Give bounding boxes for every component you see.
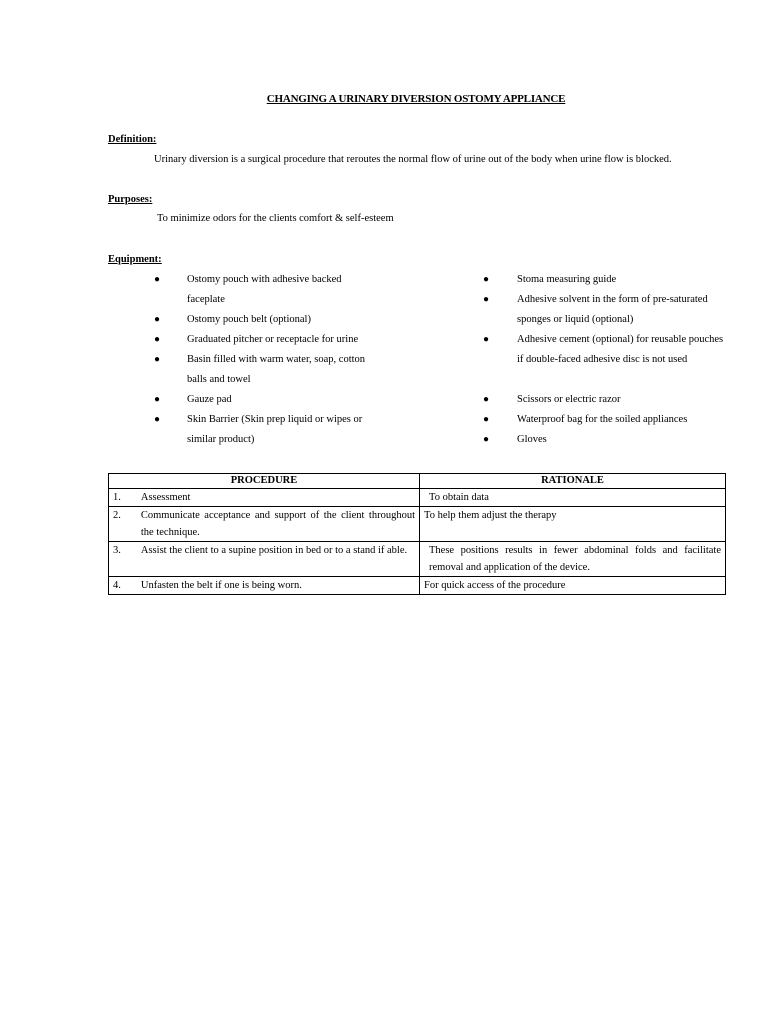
bullet-icon: ● [154, 334, 161, 345]
equipment-right-item: Waterproof bag for the soiled appliances [517, 414, 688, 425]
bullet-icon: ● [154, 314, 161, 325]
bullet-icon: ● [483, 394, 490, 405]
procedure-step: Communicate acceptance and support of the client throughout the technique. [137, 507, 420, 542]
rationale-cell: To obtain data [420, 489, 726, 507]
purposes-text: To minimize odors for the clients comfort & self-esteem [157, 213, 394, 224]
bullet-icon: ● [154, 274, 161, 285]
equipment-heading: Equipment: [108, 254, 162, 265]
bullet-icon: ● [483, 274, 490, 285]
equipment-left-item: Ostomy pouch with adhesive backed faceplate [187, 274, 342, 305]
step-number: 4. [109, 577, 137, 595]
rationale-cell: For quick access of the procedure [420, 577, 726, 595]
rationale-header: RATIONALE [420, 474, 726, 489]
step-number: 2. [109, 507, 137, 542]
rationale-cell: To help them adjust the therapy [420, 507, 726, 542]
table-row [109, 542, 726, 577]
step-number: 3. [109, 542, 137, 577]
definition-text: Urinary diversion is a surgical procedure that reroutes the normal flow of urine out of the body when urine flow is blocked. [154, 154, 672, 165]
definition-heading: Definition: [108, 134, 157, 145]
rationale-cell: These positions results in fewer abdominal folds and facilitate removal and application of the device. [420, 542, 726, 577]
bullet-icon: ● [483, 334, 490, 345]
procedure-table [108, 473, 726, 595]
bullet-icon: ● [483, 414, 490, 425]
bullet-icon: ● [154, 354, 161, 365]
equipment-right-item: Scissors or electric razor [517, 394, 621, 405]
procedure-step: Unfasten the belt if one is being worn. [137, 577, 420, 595]
bullet-icon: ● [154, 394, 161, 405]
document-title: CHANGING A URINARY DIVERSION OSTOMY APPLIANCE [266, 93, 566, 105]
equipment-right-item: Adhesive cement (optional) for reusable pouches if double-faced adhesive disc is not used [517, 334, 724, 365]
procedure-step: Assessment [137, 489, 420, 507]
equipment-left-item: Skin Barrier (Skin prep liquid or wipes or similar product) [187, 414, 363, 445]
equipment-right-item: Adhesive solvent in the form of pre-saturated sponges or liquid (optional) [517, 294, 708, 325]
bullet-icon: ● [483, 294, 490, 305]
procedure-step: Assist the client to a supine position in bed or to a stand if able. [137, 542, 420, 577]
equipment-right-item: Gloves [517, 434, 547, 445]
equipment-left-item: Gauze pad [187, 394, 232, 405]
purposes-heading: Purposes: [108, 194, 153, 205]
bullet-icon: ● [154, 414, 161, 425]
table-row [109, 577, 726, 595]
table-row [109, 489, 726, 507]
equipment-left-item: Graduated pitcher or receptacle for urine [187, 334, 359, 345]
table-row [109, 507, 726, 542]
table-header-row [109, 474, 726, 489]
equipment-right-item: Stoma measuring guide [517, 274, 617, 285]
step-number: 1. [109, 489, 137, 507]
procedure-header: PROCEDURE [109, 474, 420, 489]
bullet-icon: ● [483, 434, 490, 445]
equipment-left-item: Basin filled with warm water, soap, cotton balls and towel [187, 354, 366, 385]
equipment-left-item: Ostomy pouch belt (optional) [187, 314, 311, 325]
